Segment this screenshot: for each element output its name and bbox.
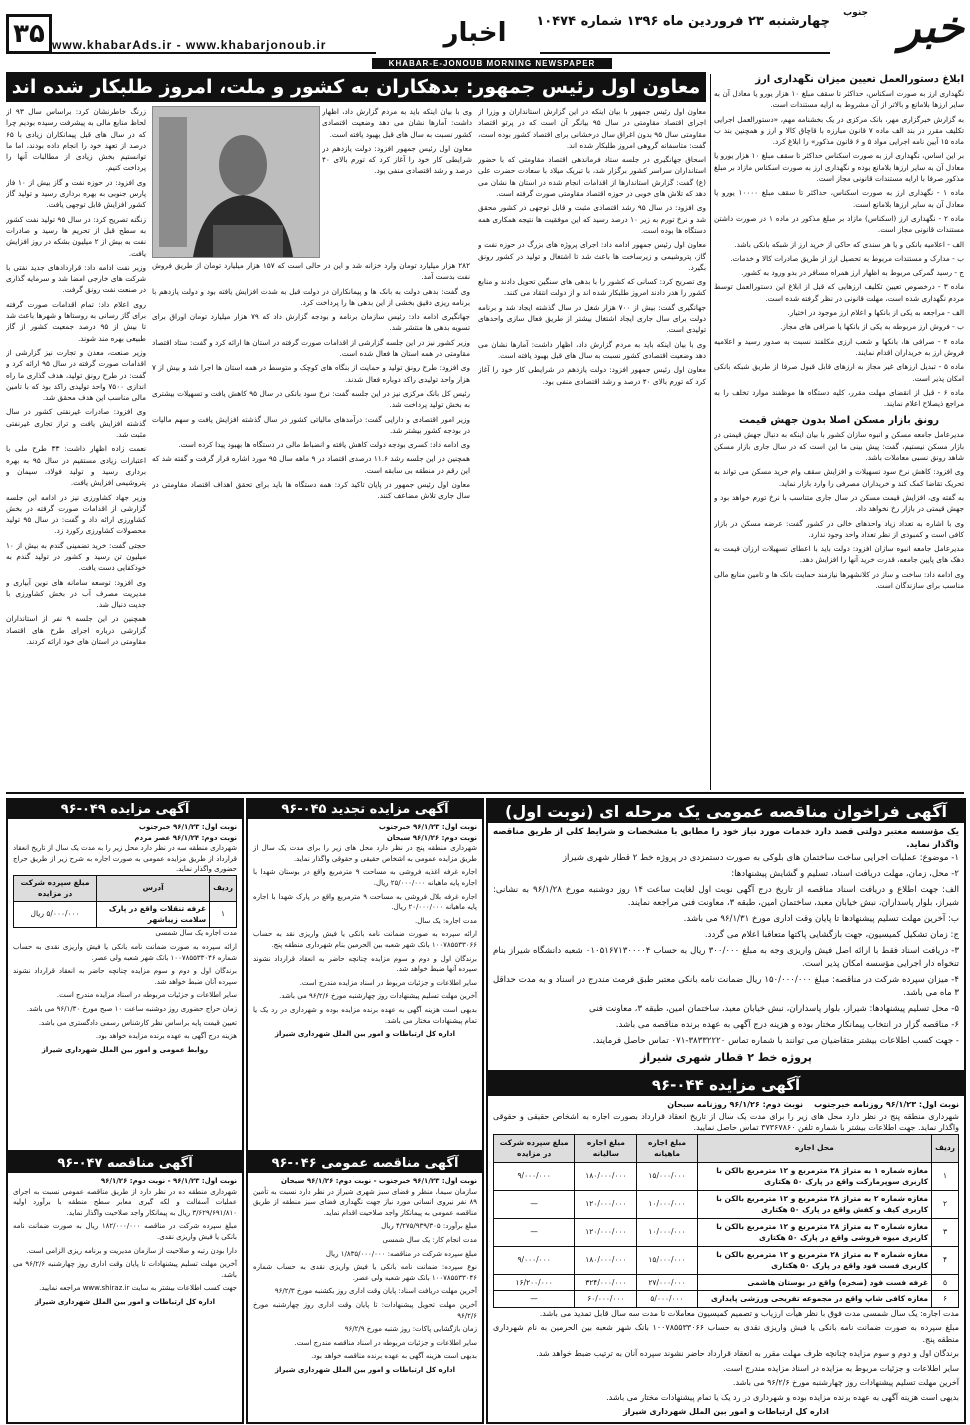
ad-item: الف: جهت اطلاع و دریافت اسناد مناقصه از تاریخ درج آگهی نوبت اول لغایت ساعت ۱۴ روز دوشنبه مورخ ۹۶/۱/۲۸ به نشانی: شیراز، بلوار پاسداران، نبش خیابان معبد، ساختمان امین، طبقه ۳، معاونت فنی مراجعه نمایند.: [493, 885, 959, 908]
table-cell: ۵: [932, 1274, 959, 1291]
table-cell: ۱: [932, 1162, 959, 1190]
table-row: [494, 1291, 959, 1308]
ad-paragraph: بدیهی است هزینه آگهی به عهده برنده مزایده بوده و شهرداری در رد یک یا تمام پیشنهادات مختار می باشد.: [253, 1005, 477, 1025]
ad-item: ج: زمان تشکیل کمیسیون، جهت بازگشایی پاکتها متعاقبا اعلام می گردد.: [704, 930, 959, 940]
auction-049-ad: [6, 798, 244, 1152]
ad-signature: روابط عمومی و امور بین الملل شهرداری شیراز: [41, 1045, 209, 1054]
table-cell: ۳۲۴/۰۰۰/۰۰۰: [575, 1274, 637, 1291]
ad-intro: شهرداری منطقه پنج در نظر دارد محل های زیر را برای مدت یک سال از تاریخ انعقاد قرارداد بصورت اجاره به اشخاص حقیقی و حقوقی واگذار نماید. جهت اطلاعات بیشتر با شماره تلفن ۳۷۳۶۷۸۶۰ تماس حاصل نمایید.: [493, 1111, 959, 1132]
article-paragraph: به گفته وی، افزایش قیمت مسکن در سال جاری متناسب با نرخ تورم خواهد بود و جهش قیمتی در بازار رخ نخواهد داد.: [714, 492, 964, 514]
ad-paragraph: سایر اطلاعات و جزئیات مربوط در اسناد مزایده مندرج است.: [299, 978, 477, 987]
ad-signature: پروژه خط ۲ قطار شهری شیراز: [640, 1051, 812, 1064]
tender-announcement-ad: [486, 798, 966, 1072]
article-paragraph: ماده ۵ - تبدیل ارزهای غیر مجاز به ارزهای قابل قبول صرفا از طریق شبکه بانکی امکان پذیر است.: [714, 362, 964, 383]
table-header-cell: آدرس: [97, 875, 210, 901]
table-cell: ۲۷/۰۰۰/۰۰۰: [637, 1274, 697, 1291]
ad-paragraph: مبلغ سپرده شرکت در مناقصه ۱۸۲/۰۰۰/۰۰۰ ریال به صورت ضمانت نامه بانکی یا فیش واریزی نقدی.: [13, 1222, 237, 1241]
ad-paragraph: آخرین مهلت تسلیم پیشنهادات روز چهارشنبه مورخ ۹۶/۲/۶ می باشد.: [279, 992, 477, 1001]
lead-paragraph: همچنین در این جلسه ۹ نفر از استانداران گزارشی درباره اجرای طرح های اقتصاد مقاومتی در استان های خود ارائه کردند.: [6, 614, 146, 647]
table-cell: ۴: [932, 1246, 959, 1274]
lead-paragraph: وی افزود: طرح رونق تولید و حمایت از بنگاه های کوچک و متوسط در همه استان ها اجرا شد و بیش از ۷ هزار واحد تولیدی راکد دوباره فعال شدند.: [152, 363, 470, 384]
ad-nobat-first: نوبت اول: ۹۶/۱/۲۳ خبرجنوب: [138, 823, 237, 831]
lead-paragraph: وی افزود: توسعه سامانه های نوین آبیاری و مدیریت مصرف آب در بخش کشاورزی با جدیت دنبال شد.: [6, 577, 146, 610]
table-cell: ۵/۰۰۰/۰۰۰ ریال: [14, 902, 97, 928]
ad-note: مبلغ سپرده به صورت ضمانت نامه بانکی یا فیش واریزی نقدی به حساب ۱۰۰۷۸۵۵۳۳۰۶۶ بانک شهر شعبه بین الحرمین به نام شهرداری منطقه پنج.: [493, 1323, 959, 1344]
table-header-cell: مبلغ سپرده شرکت در مزایده: [14, 875, 97, 901]
table-header-cell: محل اجاره: [697, 1134, 931, 1162]
lead-paragraph: معاون اول رئیس جمهور افزود: دولت یازدهم در شرایطی کار خود را آغاز کرد که تورم بالای ۴۰ درصد و رشد اقتصادی منفی بود.: [478, 365, 706, 386]
lead-paragraph: اسحاق جهانگیری در جلسه ستاد فرماندهی اقتصاد مقاومتی که با حضور استانداران سراسر کشور برگزار شد، با تبریک میلاد با سعادت حضرت علی (ع) گفت: گزارش استاندارها از اقدامات انجام شده در استان ها نشان می دهد که تلاش های خوبی در حوزه اقتصاد مقاومتی صورت گرفته است.: [478, 155, 706, 199]
ad-nobat: نوبت اول: ۹۶/۱/۲۳ خبرجنوب - نوبت دوم: ۹۶/۱/۲۶ سبحان: [281, 1177, 477, 1185]
lead-paragraph: وی گفت: بدهی دولت به بانک ها و پیمانکاران در دولت قبل به شدت افزایش یافته بود و دولت یازدهم با برنامه ریزی دقیق بخشی از این بدهی ها را پرداخت کرد.: [152, 286, 470, 307]
ad-paragraph: برندگان اول و دوم و سوم مزایده چنانچه حاضر به انعقاد قرارداد نشوند سپرده آنها ضبط خواهد شد.: [253, 954, 477, 974]
table-cell: ۶۰/۰۰۰/۰۰۰: [575, 1291, 637, 1308]
table-cell: ۱۸۰/۰۰۰/۰۰۰: [575, 1246, 637, 1274]
podium-microphone: [213, 225, 283, 257]
ad-note: زمان حراج حضوری روز دوشنبه ساعت ۱۰ صبح مورخ ۹۶/۱/۳۰ می باشد.: [26, 1004, 237, 1013]
article-paragraph: الف - اعلامیه بانکی و یا هر سندی که حاکی از خرید ارز از شبکه بانکی باشد.: [734, 239, 964, 249]
table-cell: ۱۵/۰۰۰/۰۰۰: [637, 1246, 697, 1274]
ad-item: ۲- محل، زمان، مهلت دریافت اسناد، تسلیم و گشایش پیشنهادها:: [731, 869, 959, 879]
article-paragraph: نگهداری ارز به صورت اسکناس، حداکثر تا سقف مبلغ ۱۰ هزار یورو یا معادل آن به سایر ارزها بلامانع و بالاتر از آن مشروط به ارایه مستندات است.: [714, 89, 964, 110]
article-paragraph: ب - فروش ارز مربوطه به یکی از بانکها یا صرافی های مجاز.: [780, 322, 964, 332]
table-header-cell: مبلغ اجاره سالیانه: [575, 1134, 637, 1162]
ad-paragraph: نوع سپرده: ضمانت نامه بانکی یا فیش واریزی نقدی به حساب شماره ۱۰۰۷۸۵۵۳۳۰۴۶ بانک شهر شعبه ولی عصر.: [253, 1263, 477, 1282]
lead-paragraph: وزیر کشور نیز در این جلسه گزارشی از اقدامات صورت گرفته در استان ها ارائه کرد و گفت: ستاد اقتصاد مقاومتی در همه استان ها فعال شده است.: [152, 337, 470, 359]
article-paragraph: مدیرعامل جامعه مسکن و انبوه سازان کشور با بیان اینکه به دنبال جهش قیمتی در بازار مسکن نیستیم، گفت: پیش بینی ما این است که در سال جاری بازار مسکن شاهد رونق نسبی معاملات باشد.: [714, 430, 964, 463]
ad-signature: اداره کل ارتباطات و امور بین الملل شهرداری شیراز: [274, 1365, 456, 1374]
ad-note: ارائه سپرده به صورت ضمانت نامه بانکی یا فیش واریزی نقدی به حساب شماره ۱۰۰۷۸۵۵۳۳۰۴۶ بانک شهر شعبه ولی عصر.: [13, 942, 237, 962]
ad-paragraph: جهت کسب اطلاعات بیشتر به سایت www.shiraz.ir مراجعه نمایید.: [39, 1284, 237, 1293]
ad-nobat-first: نوبت اول: ۹۶/۱/۲۳ خبرجنوب: [378, 823, 477, 831]
table-cell: ۱۵/۰۰۰/۰۰۰: [637, 1162, 697, 1190]
lead-story-column: [6, 106, 146, 788]
table-row: [494, 1274, 959, 1291]
lead-paragraph: زرنگ خاطرنشان کرد: براساس سال ۹۳ از لحاظ منابع مالی به پیشرفت رسیده بودیم چرا که در سال های قبل پیمانکاران زیادی با ۶۵ درصد از تعهد خود را انجام داده بودند، اما ما توانستیم بخش زیادی از مطالبات آنها را پرداخت کنیم.: [6, 107, 146, 173]
ad-notes: [13, 928, 237, 1041]
ad-paragraph: اجاره غرفه بلال فروشی به مساحت ۹ مترمربع واقع در پارک شهدا با اجاره پایه ماهیانه ۲۰/۰۰۰/۰۰۰ ریال.: [253, 892, 477, 912]
article-paragraph: وی ادامه داد: ساخت و ساز در کلانشهرها نیازمند حمایت بانک ها و تامین منابع مالی مناسب برای سازندگان است.: [714, 569, 964, 590]
table-cell: —: [494, 1218, 575, 1246]
portrait-head: [219, 135, 267, 195]
logo-subtext: جنوب: [843, 8, 868, 18]
table-cell: ۱۲۰/۰۰۰/۰۰۰: [575, 1190, 637, 1218]
table-cell: مغازه شماره ۳ به متراژ ۲۸ مترمربع و ۱۲ مترمربع بالکن با کاربری میوه فروشی واقع در پارک ۵۰ هکتاری: [697, 1218, 931, 1246]
table-header-cell: ردیف: [210, 875, 237, 901]
ad-note: تعیین قیمت پایه براساس نظر کارشناس رسمی دادگستری می باشد.: [38, 1018, 237, 1027]
ad-item: ب: آخرین مهلت تسلیم پیشنهادها تا پایان وقت اداری مورخ ۹۶/۱/۳۱ می باشد.: [683, 914, 959, 924]
ad-paragraph: مبلغ سپرده شرکت در مناقصه: ۱/۸۳۵/۰۰۰/۰۰۰ ریال: [325, 1249, 477, 1258]
lead-paragraph: جهانگیری گفت: بیش از ۷۰۰ هزار شغل در سال گذشته ایجاد شد و برنامه دولت برای سال جاری ایجاد اشتغال بیشتر از طریق فعال سازی واحدهای تولیدی است.: [478, 302, 706, 335]
ad-note: آخرین مهلت تسلیم پیشنهادات روز چهارشنبه مورخ ۹۶/۲/۶ می باشد.: [732, 1378, 959, 1387]
ad-paragraph: آخرین مهلت تسلیم پیشنهادات تا پایان وقت اداری روز چهارشنبه ۹۶/۲/۶ می باشد.: [13, 1260, 237, 1279]
lead-paragraph: وی افزود: در سال ۹۵ رشد اقتصادی مثبت و قابل توجهی در کشور محقق شد و نرخ تورم به زیر ۱۰ درصد رسید که این موفقیت ها نتیجه همکاری همه دستگاه ها بوده است.: [478, 203, 706, 235]
page-number: ۳۵: [6, 14, 52, 54]
lead-paragraph: وزیر امور اقتصادی و دارایی گفت: درآمدهای مالیاتی کشور در سال گذشته افزایش یافت و سهم مالیات در بودجه کشور بیشتر شد.: [152, 414, 470, 435]
lead-paragraph: نعمت زاده اظهار داشت: ۳۳ طرح ملی با اعتبارات زیادی مستقیم در سال ۹۵ به بهره برداری رسید و تولید فولاد، سیمان و پتروشیمی افزایش یافت.: [6, 444, 146, 488]
ad-note: هزینه درج آگهی به عهده برنده مزایده خواهد بود.: [95, 1032, 237, 1041]
ad-title: آگهی مناقصه عمومی ۰۴۶-۹۶: [248, 1154, 482, 1173]
table-header-cell: مبلغ سپرده شرکت در مزایده: [494, 1134, 575, 1162]
auction-table: [493, 1134, 959, 1308]
lead-paragraph: وی تصریح کرد: کسانی که کشور را با بدهی های سنگین تحویل دادند و منابع کشور را هدر دادند امروز طلبکار شده اند و از دولت انتقاد می کنند.: [478, 277, 706, 298]
lead-paragraph: وزیر نفت ادامه داد: قراردادهای جدید نفتی با شرکت های خارجی امضا شد و سرمایه گذاری در صنعت نفت رونق گرفت.: [6, 262, 146, 295]
ad-note: بدیهی است هزینه آگهی به عهده برنده مزایده بوده و شهرداری در رد یک یا تمام پیشنهادات مختار می باشد.: [606, 1392, 959, 1402]
article-paragraph: ماده ۱ - نگهداری ارز به صورت اسکناس، حداکثر تا سقف مبلغ ۱۰۰۰۰ یورو یا معادل آن به سایر ارزها بلامانع است.: [714, 188, 964, 209]
lead-paragraph: وی ادامه داد: کسری بودجه دولت کاهش یافته و انضباط مالی در دستگاه ها بهبود پیدا کرده است.: [178, 440, 470, 450]
table-row: [494, 1190, 959, 1218]
portrait-image: [153, 107, 319, 257]
ad-note: برندگان اول و دوم و سوم مزایده چنانچه ظرف مهلت مقرر به انعقاد قرارداد حاضر نشوند سپرده آنان به ترتیب ضبط خواهد شد.: [536, 1349, 959, 1358]
table-cell: ۲: [932, 1190, 959, 1218]
auction-045-ad: [246, 798, 484, 1152]
article-paragraph: وی با اشاره به تعداد زیاد واحدهای خالی در کشور گفت: عرضه مسکن در بازار کافی است و کمبودی از نظر تعداد واحد وجود ندارد.: [714, 518, 964, 539]
ad-nobat-second: نوبت دوم: ۹۶/۱/۲۶ سبحان: [386, 833, 477, 842]
ad-paragraph: آخرین مهلت تحویل پیشنهادات: تا پایان وقت اداری روز چهارشنبه مورخ ۹۶/۲/۶: [253, 1300, 477, 1320]
ad-note: برندگان اول و دوم و سوم مزایده چنانچه حاضر به انعقاد قرارداد نشوند سپرده آنان ضبط خواهد شد.: [13, 967, 237, 986]
ad-paragraph: زمان بازگشایی پاکات: روز شنبه مورخ ۹۶/۲/۹: [344, 1325, 477, 1334]
ad-paragraph: اجاره غرفه اغذیه فروشی به مساحت ۹ مترمربع واقع در بوستان شهدا با اجاره پایه ماهیانه ۲۵/۰۰۰/۰۰۰ ریال.: [253, 868, 477, 887]
ad-item: ۱- موضوع: عملیات اجرایی ساخت ساختمان های بلوکی به صورت دستمزدی در پروژه خط ۲ قطار شهری شیراز: [562, 853, 959, 863]
ad-paragraph: بدیهی است هزینه آگهی به عهده برنده مناقصه خواهد بود.: [311, 1352, 477, 1361]
table-body: [494, 1162, 959, 1307]
article-body: [714, 88, 964, 409]
ad-paragraph: دارا بودن رتبه و صلاحیت از سازمان مدیریت و برنامه ریزی الزامی است.: [26, 1246, 237, 1255]
lead-paragraph: جهانگیری ادامه داد: رئیس سازمان برنامه و بودجه گزارش داد که ۷۹ هزار میلیارد تومان اوراق برای تسویه بدهی ها منتشر شد.: [152, 312, 470, 333]
table-cell: ۱۶/۲۰۰/۰۰۰: [494, 1274, 575, 1291]
ad-notes: [493, 1308, 959, 1404]
table-header-cell: مبلغ اجاره ماهیانه: [637, 1134, 697, 1162]
ad-nobat: نوبت اول: ۹۶/۱/۲۳ - نوبت دوم: ۹۶/۱/۲۶: [100, 1177, 237, 1185]
masthead-rule: [540, 52, 830, 54]
ad-paragraph: ارائه سپرده به صورت ضمانت نامه بانکی یا فیش واریزی نقد به حساب ۱۰۰۷۸۵۵۳۳۰۶۶ بانک شهر شعبه بین الحرمین بنام شهرداری منطقه پنج.: [253, 930, 477, 949]
ad-signature: اداره کل ارتباطات و امور بین الملل شهرداری شیراز: [34, 1297, 216, 1306]
ad-item: - جهت کسب اطلاعات بیشتر متقاضیان می توانند با شماره تماس ۳۸۳۳۲۲۲۰-۰۷۱ تماس حاصل فرمایند.: [592, 1036, 959, 1046]
article-paragraph: ماده ۴ - صرافی ها، بانکها و شعب ارزی مکلفند نسبت به صدور رسید و اعلامیه فروش ارز به خریداران اقدام نمایند.: [714, 336, 964, 357]
lead-paragraph: رئیس کل بانک مرکزی نیز در این جلسه گفت: نرخ سود بانکی در سال ۹۵ کاهش یافت و تسهیلات بیشتری به بخش تولید پرداخت شد.: [152, 388, 470, 410]
vice-president-photo: [152, 106, 320, 258]
table-row: [494, 1246, 959, 1274]
ad-title: آگهی مناقصه ۰۴۷-۹۶: [8, 1154, 242, 1173]
lead-paragraph: معاون اول رئیس جمهور با بیان اینکه در این گزارش استانداران و وزرا از اجرای اقتصاد مقاومتی در سال ۹۵ بیانگر آن است که در پرتو اقتصاد مقاومتی سال ۹۵ بدون اغراق سال درخشانی برای اقتصاد کشور بوده است، گفت: متاسفانه گروهی امروز طلبکار شده اند.: [478, 107, 706, 150]
website-urls[interactable]: www.khabarAds.ir - www.khabarjonoub.ir: [52, 38, 327, 52]
table-cell: ۳: [932, 1218, 959, 1246]
ad-paragraph: سازمان سیما، منظر و فضای سبز شهری شیراز در نظر دارد نسبت به تأمین ۸۹ نفر نیروی انسانی مورد نیاز جهت نگهداری فضای سبز منطقه از طریق مناقصه عمومی به پیمانکار واجد صلاحیت اقدام نماید.: [253, 1187, 477, 1217]
ad-note: مدت اجاره یک سال شمسی: [155, 929, 237, 938]
lead-paragraph: معاون اول رئیس جمهور افزود: دولت یازدهم در شرایطی کار خود را آغاز کرد که تورم بالای ۴۰ درصد و رشد اقتصادی منفی بود.: [322, 143, 472, 176]
ad-body: [253, 1187, 477, 1362]
lead-paragraph: زنگنه تصریح کرد: در سال ۹۵ تولید نفت کشور به سطح قبل از تحریم ها رسید و صادرات نفت به بیش از ۲ میلیون بشکه در روز افزایش یافت.: [6, 214, 146, 258]
lead-paragraph: وی با بیان اینکه باید به مردم گزارش داد، اظهار داشت: آمارها نشان می دهد وضعیت اقتصادی کشور نسبت به سال های قبل بهبود یافته است.: [322, 107, 472, 139]
ad-paragraph: مدت انجام کار: یک سال شمسی: [382, 1235, 477, 1244]
table-body: [14, 902, 237, 928]
article-paragraph: ج - رسید گمرکی مربوط به اظهار ارز همراه مسافر در بدو ورود به کشور.: [741, 268, 964, 278]
article-paragraph: ب - مدارک و مستندات مربوط به تحصیل ارز از طریق صادرات کالا و خدمات.: [730, 253, 964, 263]
ad-note: سایر اطلاعات و جزئیات مربوطه در اسناد مزایده مندرج است.: [56, 991, 237, 1000]
ad-paragraph: آخرین مهلت دریافت اسناد: پایان وقت اداری روز یکشنبه مورخ ۹۶/۲/۳: [274, 1287, 477, 1296]
ad-paragraph: شهرداری منطقه پنج در نظر دارد محل های زیر را برای مدت یک سال از طریق مزایده عمومی به اشخاص حقیقی و حقوقی واگذار نماید.: [253, 844, 477, 863]
ad-body: [253, 843, 477, 1026]
article-paragraph: مدیرعامل جامعه انبوه سازان افزود: دولت باید با اعطای تسهیلات ارزان قیمت به دهک های پایین جامعه، قدرت خرید آنها را افزایش دهد.: [714, 544, 964, 565]
table-cell: ۵/۰۰۰/۰۰۰: [637, 1291, 697, 1308]
ad-title: آگهی مزایده ۰۴۴-۹۶: [488, 1074, 964, 1096]
lead-paragraph: همچنین در این جلسه رشد ۱۱.۶ درصدی اقتصاد در ۹ ماهه سال ۹۵ مورد اشاره قرار گرفت و گفته شد که این رقم در منطقه بی سابقه است.: [152, 454, 470, 475]
dateline: چهارشنبه ۲۳ فروردین ماه ۱۳۹۶ شماره ۱۰۴۷۴: [536, 14, 830, 29]
article-paragraph: به گزارش خبرگزاری مهر، بانک مرکزی در یک بخشنامه مهم، «دستورالعمل اجرایی تکلیف مقرر در بند الف ماده ۷ قانون مبارزه با قاچاق کالا و ارز و همچنین بند ب ماده ۱۵ آیین نامه اجرایی مواد ۵ و ۶ قانون مذکور» را ابلاغ کرد.: [714, 114, 964, 147]
table-header-row: [494, 1134, 959, 1162]
article-paragraph: بر این اساس، نگهداری ارز به صورت اسکناس حداکثر تا سقف مبلغ ۱۰ هزار یورو یا معادل آن به سایر ارزها بلامانع بوده و نگهداری ارز به صورت اسکناس مازاد بر مبلغ مذکور صرفا با ارایه مستندات قانونی مجاز است.: [714, 151, 964, 184]
masthead-rule: [6, 52, 376, 54]
table-cell: مغازه شماره ۴ به متراژ ۲۸ مترمربع و ۱۲ مترمربع بالکن با کاربری فست فود واقع در پارک ۵۰ هکتاری: [697, 1246, 931, 1274]
article-paragraph: ماده ۶ - قبل از انقضای مهلت مقرر، کلیه دستگاه ها موظفند موارد تخلف را به مراجع ذیصلاح اعلام نمایند.: [714, 387, 964, 409]
table-cell: غرفه فست فود (صخره) واقع در بوستان هاشمی: [697, 1274, 931, 1291]
lead-paragraph: معاون اول رئیس جمهور در پایان تاکید کرد: همه دستگاه ها باید برای تحقق اهداف اقتصاد مقاومتی در سال جاری تلاش مضاعف کنند.: [152, 480, 470, 501]
auction-table: [13, 875, 237, 928]
table-cell: ۹/۰۰۰/۰۰۰: [494, 1162, 575, 1190]
ad-nobat-second: نوبت دوم: ۹۶/۱/۲۶ روزنامه سبحان: [667, 1100, 803, 1109]
ad-item: ۵- محل تسلیم پیشنهادها: شیراز، بلوار پاسداران، نبش خیابان معبد، ساختمان امین، طبقه ۳، معاونت فنی: [588, 1004, 959, 1014]
ad-intro: شهرداری منطقه سه در نظر دارد محل زیر را به مدت یک سال از تاریخ انعقاد قرارداد از طریق مزایده عمومی به صورت اجاره به شرح زیر از طریق حراج حضوری واگذار نماید.: [13, 844, 237, 874]
table-cell: ۱۲۰/۰۰۰/۰۰۰: [575, 1218, 637, 1246]
table-cell: مغازه کافی شاپ واقع در مجموعه تفریحی ورزشی پایداری: [697, 1291, 931, 1308]
table-cell: —: [494, 1190, 575, 1218]
ad-nobat-second: نوبت دوم: ۹۶/۱/۲۴ عصر مردم: [134, 833, 237, 842]
article-paragraph: وی افزود: کاهش نرخ سود تسهیلات و افزایش سقف وام خرید مسکن می تواند به تحریک تقاضا کمک کند و خریداران مصرفی را وارد بازار نماید.: [714, 467, 964, 488]
table-cell: ۱۰/۰۰۰/۰۰۰: [637, 1218, 697, 1246]
lead-paragraph: ۲۸۲ هزار میلیارد تومان وارد خزانه شد و این در حالی است که ۱۵۷ هزار میلیارد تومان از طریق فروش نفت بدست آمد.: [152, 261, 470, 282]
ad-item: ۶- مناقصه گزار در انتخاب پیمانکار مختار بوده و هزینه درج آگهی به عهده برنده مناقصه می باشد.: [615, 1020, 959, 1030]
lead-paragraph: وی افزود: در حوزه نفت و گاز بیش از ۱۰ فاز پارس جنوبی به بهره برداری رسید و تولید گاز کشور افزایش قابل توجهی یافت.: [6, 177, 146, 210]
ad-note: سایر اطلاعات و جزئیات مربوط به مزایده در اسناد مزایده مندرج است.: [723, 1363, 959, 1373]
ad-items: [493, 852, 959, 1048]
ad-paragraph: شهرداری منطقه ده در نظر دارد از طریق مناقصه عمومی نسبت به اجرای عملیات آسفالت و لکه گیری معابر سطح منطقه با برآورد اولیه ۳/۶۲۹/۶۹۱/۸۱۰ ریال به پیمانکار واجد صلاحیت واگذار نماید.: [13, 1187, 237, 1217]
table-row: [494, 1162, 959, 1190]
ad-body: [13, 1187, 237, 1294]
flag-shape: [159, 117, 187, 247]
lead-story-column: [322, 106, 472, 256]
lead-paragraph: وی با بیان اینکه باید به مردم گزارش داد، اظهار داشت: آمارها نشان می دهد وضعیت اقتصادی کشور نسبت به سال های قبل بهبود یافته است.: [478, 339, 706, 360]
lead-paragraph: وزیر صنعت، معدن و تجارت نیز گزارشی از اقدامات صورت گرفته در سال ۹۵ ارائه کرد و گفت: در طرح رونق تولید، هدف گذاری ما راه اندازی ۷۵۰۰ واحد تولیدی راکد بود که با تامین مالی مناسب این هدف محقق شد.: [6, 347, 146, 403]
column-divider: [710, 74, 711, 790]
lead-headline: معاون اول رئیس جمهور: بدهکاران به کشور و ملت، امروز طلبکار شده اند: [6, 72, 706, 102]
ad-intro: یک مؤسسه معتبر دولتی قصد دارد خدمات مورد نیاز خود را مطابق با مشخصات و شرایط کلی از طریق مناقصه واگذار نماید.: [493, 827, 959, 850]
lead-story-column: [152, 260, 470, 788]
table-cell: ۱۰/۰۰۰/۰۰۰: [637, 1190, 697, 1218]
article-paragraph: ماده ۲ - نگهداری ارز (اسکناس) مازاد بر مبلغ مذکور در ماده ۱ در صورت داشتن مستندات قانونی مجاز است.: [714, 213, 964, 235]
ad-signature: اداره کل ارتباطات و امور بین الملل شهرداری شیراز: [274, 1030, 456, 1039]
lead-paragraph: روی اعلام داد: تمام اقدامات صورت گرفته برای گاز رسانی به روستاها و شهرها باعث شد تا بیش از ۹۵ درصد جمعیت کشور از گاز طبیعی بهره مند شوند.: [6, 299, 146, 343]
ad-item: ۴- میزان سپرده شرکت در مناقصه: مبلغ ۱۵۰/۰۰۰/۰۰۰ ریال ضمانت نامه بانکی معتبر طبق فرمت مندرج در اسناد و به مدت حداقل ۳ ماه می باشد.: [493, 975, 959, 998]
table-cell: —: [494, 1291, 575, 1308]
article-paragraph: الف - مراجعه به یکی از بانکها و اعلام ارز موجود در اختیار.: [787, 308, 964, 318]
ad-signature: اداره کل ارتباطات و امور بین الملل شهرداری شیراز: [623, 1407, 829, 1416]
table-cell: ۱: [210, 902, 237, 928]
tender-046-ad: [246, 1152, 484, 1424]
newspaper-logo: [844, 2, 964, 62]
tender-047-ad: [6, 1152, 244, 1424]
article-body: [714, 429, 964, 591]
nameplate: KHABAR-E-JONOUB MORNING NEWSPAPER: [372, 58, 612, 69]
section-title: اخبار: [443, 18, 507, 48]
lead-paragraph: وزیر جهاد کشاورزی نیز در ادامه این جلسه گزارشی از اقدامات صورت گرفته در بخش کشاورزی ارائه داد و گفت: در سال ۹۵ تولید محصولات کشاورزی رکورد زد.: [6, 492, 146, 536]
lead-story-column: [478, 106, 706, 788]
ad-paragraph: سایر اطلاعات و جزئیات مربوطه در اسناد مناقصه مندرج است.: [294, 1338, 477, 1347]
article-title: ابلاغ دستورالعمل تعیین میزان نگهداری ارز: [755, 74, 964, 85]
lead-paragraph: وی افزود: صادرات غیرنفتی کشور در سال گذشته افزایش یافت و تراز تجاری غیرنفتی مثبت شد.: [6, 407, 146, 440]
ad-title: آگهی مزایده ۰۴۹-۹۶: [8, 800, 242, 819]
ad-nobat-first: نوبت اول: ۹۶/۱/۲۳ روزنامه خبرجنوب: [814, 1100, 959, 1109]
lead-paragraph: حجتی گفت: خرید تضمینی گندم به بیش از ۱۰ میلیون تن رسید و کشور در تولید گندم به خودکفایی دست یافت.: [6, 540, 146, 573]
table-cell: ۱۸۰/۰۰۰/۰۰۰: [575, 1162, 637, 1190]
table-cell: مغازه شماره ۱ به متراژ ۲۸ مترمربع و ۱۲ مترمربع بالکن با کاربری سوپرمارکت واقع در پارک ۵۰ هکتاری: [697, 1162, 931, 1190]
table-cell: مغازه شماره ۲ به متراژ ۲۸ مترمربع و ۱۲ مترمربع بالکن با کاربری کیف و کفش واقع در پارک ۵۰ هکتاری: [697, 1190, 931, 1218]
auction-044-ad: [486, 1072, 966, 1424]
ad-title: آگهی فراخوان مناقصه عمومی یک مرحله ای (نوبت اول): [488, 800, 964, 823]
ad-item: ۳- دریافت اسناد فقط با ارائه اصل فیش واریزی وجه به مبلغ ۳۰۰/۰۰۰ ریال به حساب ۰۱۰۵۱۶۷۱۳۰۰۰۰۴ شعبه دانشگاه شیراز بنام تنخواه دار اجرایی مؤسسه امکان پذیر است.: [493, 946, 959, 969]
table-header-cell: ردیف: [932, 1134, 959, 1162]
table-header-row: [14, 875, 237, 901]
table-cell: ۹/۰۰۰/۰۰۰: [494, 1246, 575, 1274]
ad-paragraph: مبلغ برآورد: ۴/۲۷۵/۹۳۹/۳۰۵ ریال: [381, 1222, 477, 1231]
lead-paragraph: معاون اول رئیس جمهور ادامه داد: اجرای پروژه های بزرگ در حوزه نفت و گاز، پتروشیمی و زیرساخت ها باعث شد تا اشتغال و تولید در کشور رونق بگیرد.: [478, 240, 706, 272]
right-column: [714, 74, 964, 790]
masthead: [0, 0, 970, 70]
ad-paragraph: مدت اجاره: یک سال.: [414, 916, 477, 925]
table-row: [14, 902, 237, 928]
table-row: [494, 1218, 959, 1246]
article-paragraph: ماده ۳ - درخصوص تعیین تکلیف ارزهایی که قبل از ابلاغ این دستورالعمل توسط مردم نگهداری شده است، مهلت قانونی در نظر گرفته شده است.: [714, 282, 964, 303]
table-cell: ۶: [932, 1291, 959, 1308]
table-cell: غرفه تنقلات واقع در پارک سلامت زیباشهر: [97, 902, 210, 928]
ad-note: مدت اجاره: یک سال شمسی مدت فوق با نظر هیأت ارزیاب و تصمیم کمیسیون معاملات تا مدت سه سال قابل تمدید می باشد.: [539, 1308, 959, 1318]
logo-text: خبر: [899, 2, 964, 53]
article-title: رونق بازار مسکن اصلا بدون جهش قیمت: [738, 415, 940, 427]
ad-title: آگهی مزایده تجدید ۰۴۵-۹۶: [248, 800, 482, 819]
section-rule: [6, 792, 964, 794]
